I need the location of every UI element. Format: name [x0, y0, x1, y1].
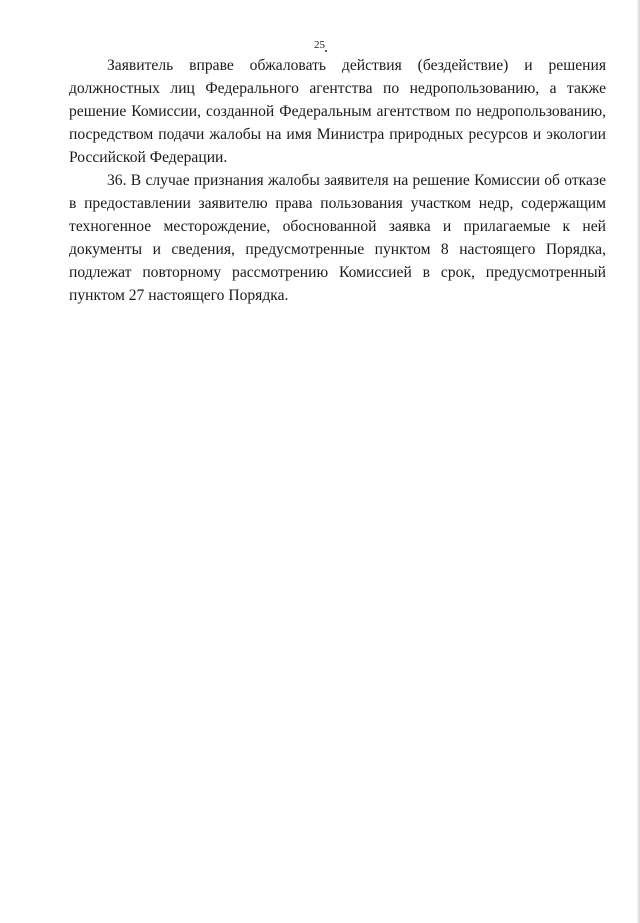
- paragraph-36: 36. В случае признания жалобы заявителя на решение Комиссии об отказе в предоставлении заявителю права пользования участком недр, содержащим техногенное месторождение, обоснованной заявка и прилагаемые к ней документы и сведения, предусмотренные пунктом 8 настоящего Порядка, подлежат повторному рассмотрению Комиссией в срок, предусмотренный пунктом 27 настоящего Порядка.: [69, 172, 606, 304]
- document-body: [69, 54, 606, 307]
- scan-artifact-dot: [325, 50, 327, 52]
- paragraph-appeal-right: Заявитель вправе обжаловать действия (бездействие) и решения должностных лиц Федерального агентства по недропользованию, а также решение Комиссии, созданной Федеральным агентством по недропользованию, посредством подачи жалобы на имя Министра природных ресурсов и экологии Российской Федерации.: [69, 57, 606, 166]
- page-number: 25: [314, 39, 325, 51]
- scan-edge-shadow: [636, 0, 639, 923]
